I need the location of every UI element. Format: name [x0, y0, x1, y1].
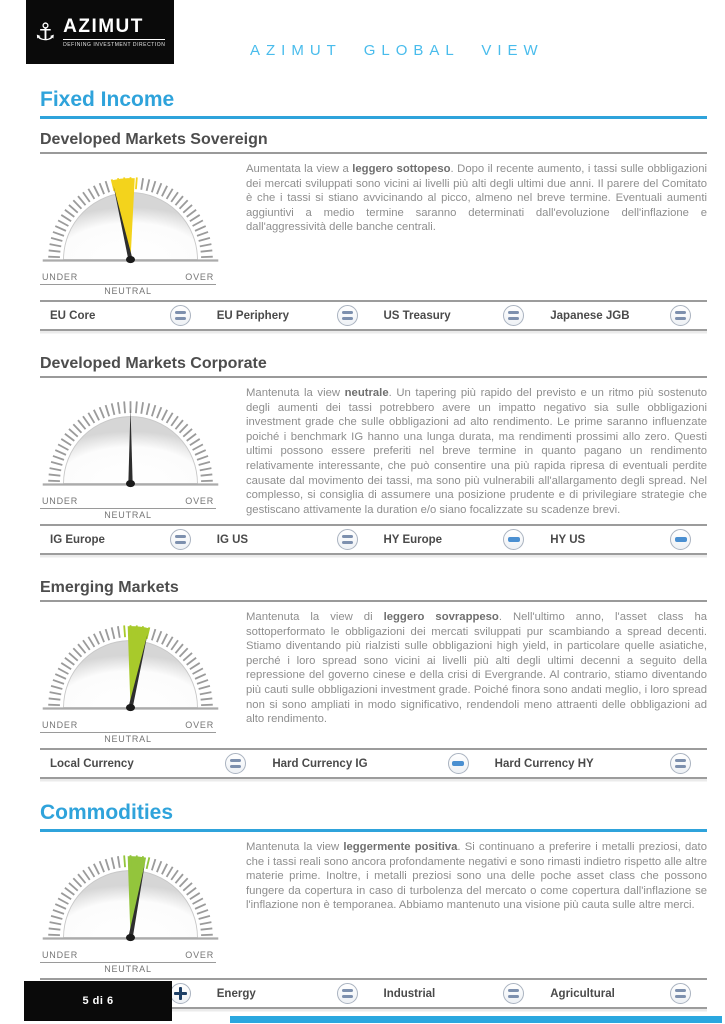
instrument-row: [40, 748, 707, 779]
page-header: [0, 0, 725, 66]
instrument-label: Industrial: [383, 987, 436, 1000]
instrument-label: HY Europe: [383, 533, 443, 546]
signal-equal-icon: [337, 529, 358, 550]
view-label: leggero sovrappeso: [383, 611, 499, 623]
commentary-lead: Aumentata la view a: [246, 163, 353, 175]
gauge-neutral-label: NEUTRAL: [104, 734, 152, 744]
section-commentary: [246, 386, 707, 520]
signal-minus-icon: [448, 753, 469, 774]
instrument-cell: [374, 983, 541, 1004]
commentary-rest: . Dopo il recente aumento, i tassi sulle obbligazioni dei mercati sviluppati sono vicini ai livelli più alti degli ultimi due anni. Il parere del Comitato è che i tassi si stiano avvicinando al picco, almeno nel breve termine. Eventuali aumenti aggiuntivi a medio termine saranno determinati dall'evoluzione dell'inflazione e dall'aggressività delle banche centrali.: [246, 163, 707, 234]
section-heading: Emerging Markets: [40, 579, 707, 602]
page-number-box: [24, 981, 172, 1021]
gauge-pivot: [126, 704, 135, 711]
sections-container: [0, 88, 725, 1009]
instrument-label: IG Europe: [50, 533, 105, 546]
instrument-label: Hard Currency HY: [494, 757, 594, 770]
azimut-logo: [26, 0, 174, 64]
gauge-over-label: OVER: [185, 720, 214, 730]
instrument-label: Hard Currency IG: [272, 757, 368, 770]
section-commentary: [246, 840, 707, 974]
instrument-cell: [374, 529, 541, 550]
signal-equal-icon: [503, 305, 524, 326]
signal-equal-icon: [670, 305, 691, 326]
instrument-row: [40, 300, 707, 331]
gauge-block: [40, 838, 236, 974]
document-title: AZIMUT GLOBAL VIEW: [250, 42, 544, 59]
commentary-lead: Mantenuta la view: [246, 387, 345, 399]
gauge: [40, 608, 221, 713]
section-content: [40, 384, 707, 520]
commentary-lead: Mantenuta la view di: [246, 611, 384, 623]
anchor-icon: ⚓: [34, 18, 57, 46]
instrument-cell: [485, 753, 707, 774]
section-heading: Developed Markets Corporate: [40, 355, 707, 378]
section-content: [40, 838, 707, 974]
brand-name: AZIMUT: [63, 16, 165, 40]
gauge-over-label: OVER: [185, 496, 214, 506]
gauge-under-label: UNDER: [42, 272, 79, 282]
instrument-label: EU Core: [50, 309, 96, 322]
signal-equal-icon: [670, 983, 691, 1004]
commentary-rest: . Si continuano a preferire i metalli preziosi, dato che i tassi reali sono ancora profondamente negativi e sono rimasti indietro rispetto alle altre materie prime. Inoltre, i metalli preziosi sono una delle poche asset class che possono fungere da copertura in caso di turbolenza del mercato o come copertura dall'inflazione se l'inflazione non è temporanea. Abbiamo mantenuto una visione più cauta sulle altre merci.: [246, 841, 707, 912]
gauge-scale: [40, 496, 216, 520]
instrument-cell: [40, 529, 207, 550]
gauge: [40, 838, 221, 943]
instrument-label: HY US: [550, 533, 586, 546]
gauge-block: [40, 160, 236, 296]
gauge-scale: [40, 720, 216, 744]
instrument-cell: [374, 305, 541, 326]
instrument-cell: [207, 983, 374, 1004]
section-content: [40, 160, 707, 296]
page-number: 5 di 6: [82, 995, 114, 1007]
instrument-cell: [207, 529, 374, 550]
gauge-pivot: [126, 480, 135, 487]
instrument-row: [40, 524, 707, 555]
gauge-over-label: OVER: [185, 272, 214, 282]
gauge-neutral-label: NEUTRAL: [104, 510, 152, 520]
gauge-scale: [40, 272, 216, 296]
instrument-cell: [40, 305, 207, 326]
commentary-rest: . Un tapering più rapido del previsto e un ritmo più sostenuto degli aumenti dei tassi potrebbero avere un impatto negativo sia sulle obbligazioni investment grade che sulle obbligazioni ad alto rendimento. Le prime saranno influenzate poiché i benchmark IG hanno una lunga durata, ma rendimenti prossimi allo zero. Questi ultimi possono essere preferiti nel breve termine in quanto pagano un rendimento relativamente interessante, che può consentire una più rapida ripresa di eventuali perdite causate dal movimento dei tassi, ma sono più vulnerabili all'allargamento degli spread. Nel complesso, si consiglia di assumere una posizione prudente e di privilegiare strategie che gestiscano attivamente la duration e/o siano focalizzate su scadenze brevi.: [246, 387, 707, 516]
section-heading: Developed Markets Sovereign: [40, 131, 707, 154]
instrument-label: US Treasury: [383, 309, 451, 322]
instrument-cell: [540, 983, 707, 1004]
instrument-label: IG US: [216, 533, 249, 546]
gauge-neutral-label: NEUTRAL: [104, 964, 152, 974]
gauge: [40, 384, 221, 489]
instrument-label: Agricultural: [550, 987, 615, 1000]
view-label: neutrale: [344, 387, 389, 399]
section-commentary: [246, 610, 707, 744]
instrument-cell: [262, 753, 484, 774]
signal-equal-icon: [337, 305, 358, 326]
view-label: leggero sottopeso: [352, 163, 451, 175]
signal-minus-icon: [503, 529, 524, 550]
gauge-block: [40, 384, 236, 520]
gauge-over-label: OVER: [185, 950, 214, 960]
signal-equal-icon: [503, 983, 524, 1004]
signal-equal-icon: [337, 983, 358, 1004]
gauge-under-label: UNDER: [42, 496, 79, 506]
signal-minus-icon: [670, 529, 691, 550]
gauge-under-label: UNDER: [42, 950, 79, 960]
instrument-label: Energy: [216, 987, 256, 1000]
gauge-under-label: UNDER: [42, 720, 79, 730]
gauge-neutral-label: NEUTRAL: [104, 286, 152, 296]
signal-equal-icon: [170, 305, 191, 326]
instrument-cell: [40, 753, 262, 774]
gauge: [40, 160, 221, 265]
instrument-cell: [540, 305, 707, 326]
instrument-label: Local Currency: [50, 757, 134, 770]
instrument-label: EU Periphery: [216, 309, 289, 322]
instrument-cell: [540, 529, 707, 550]
gauge-pivot: [126, 256, 135, 263]
instrument-label: Japanese JGB: [550, 309, 630, 322]
gauge-scale: [40, 950, 216, 974]
brand-tagline: DEFINING INVESTMENT DIRECTION: [63, 42, 166, 48]
commentary-lead: Mantenuta la view: [246, 841, 344, 853]
signal-equal-icon: [170, 529, 191, 550]
signal-equal-icon: [225, 753, 246, 774]
instrument-cell: [207, 305, 374, 326]
signal-equal-icon: [670, 753, 691, 774]
commentary-rest: . Nell'ultimo anno, l'asset class ha sottoperformato le obbligazioni dei mercati sviluppati pur scambiando a spread decenti. Stiamo diventando più rialzisti sulle obbligazioni high yield, in particolare quelle asiatiche, perché i loro spread sono vicini ai livelli più alti degli ultimi decenni a seguito della repressione del governo cinese e della crisi di Evergrande. Al contrario, stiamo diventando più cauti sulle obbligazioni investment grade. Poiché finora sono andati meglio, i loro spread non si sono ampliati in modo significativo, rendendoli meno attraenti delle obbligazioni ad alto rendimento.: [246, 611, 708, 726]
gauge-pivot: [126, 934, 135, 941]
section-commentary: [246, 162, 707, 296]
bottom-accent-bar: [230, 1016, 722, 1023]
section-content: [40, 608, 707, 744]
category-heading: Commodities: [40, 801, 707, 832]
signal-plus-icon: [170, 983, 191, 1004]
category-heading: Fixed Income: [40, 88, 707, 119]
view-label: leggermente positiva: [343, 841, 458, 853]
gauge-block: [40, 608, 236, 744]
